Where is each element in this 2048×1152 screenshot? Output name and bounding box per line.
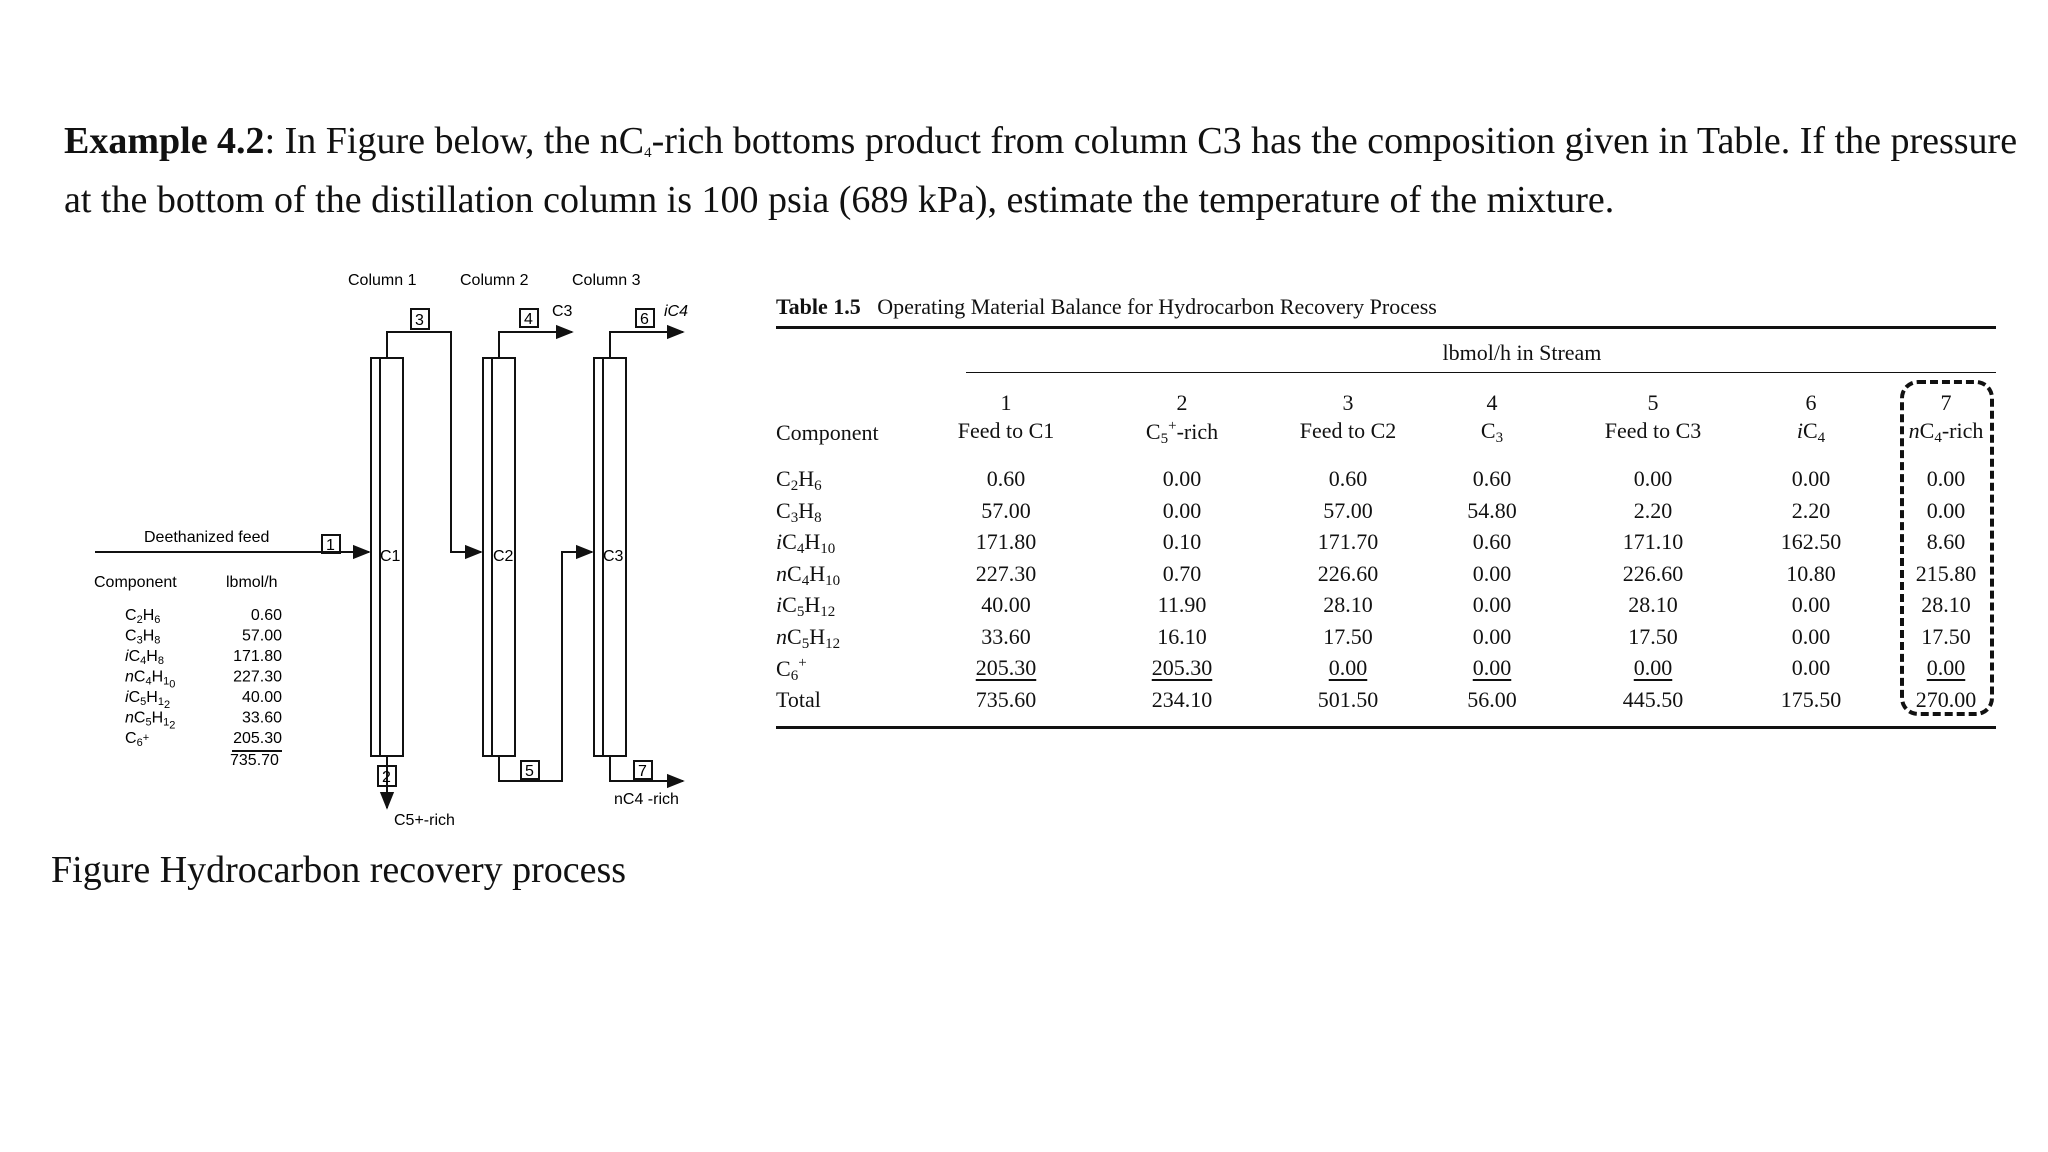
table-cell: 57.00: [981, 497, 1031, 523]
table-cell: 0.00: [1926, 466, 1966, 491]
table-cell: 0.60: [1472, 466, 1512, 491]
table-cell: 2.20: [1633, 497, 1673, 523]
table-total-cell: 735.60: [975, 686, 1037, 712]
table-row-component: $C_2H_6$: [776, 466, 822, 494]
table-cell: 2.20: [1791, 497, 1831, 523]
table-cell: 28.10: [1921, 592, 1971, 617]
table-total-cell: 445.50: [1622, 686, 1684, 712]
stream-4-line: [499, 332, 572, 358]
table-row-component: $iC_5H_{12}$: [776, 592, 836, 620]
table-cell: 0.00: [1472, 592, 1512, 617]
table-title: Operating Material Balance for Hydrocarbon Recovery Process: [877, 294, 1437, 319]
table-cell: 226.60: [1317, 560, 1379, 586]
stream-number-header: 2: [1176, 390, 1188, 415]
stream-number-header: 3: [1342, 390, 1354, 415]
feed-table-component: C2H6: [125, 607, 161, 626]
table-cell: 8.60: [1926, 529, 1966, 554]
feed-label: Deethanized feed: [144, 529, 270, 546]
feed-table-value: 33.60: [241, 709, 282, 727]
feed-table-total: 735.70: [230, 752, 279, 769]
column-1-label: C1: [380, 548, 401, 565]
stream-number-header: 6: [1805, 390, 1817, 415]
table-cell: 28.10: [1323, 592, 1373, 617]
stream-number-header: 7: [1940, 390, 1952, 415]
table-row-component: $C_3H_8$: [776, 497, 822, 526]
table-cell: 0.00: [1472, 560, 1512, 586]
table-cell: 17.50: [1628, 623, 1678, 649]
table-cell: 0.10: [1162, 529, 1202, 554]
table-cell: 0.00: [1791, 655, 1831, 680]
stream-5-line: [499, 552, 592, 781]
table-cell: 0.00: [1926, 655, 1966, 680]
table-row-component: $iC_4H_{10}$: [776, 529, 836, 557]
process-flow-diagram: [0, 0, 1100, 860]
feed-table-value: 171.80: [233, 648, 282, 665]
table-cell: 0.60: [1472, 529, 1512, 554]
table-cell: 33.60: [981, 623, 1031, 649]
table-cell: 16.10: [1157, 623, 1207, 649]
table-cell: 0.00: [1162, 466, 1202, 491]
feed-table-component: nC5H12: [125, 709, 176, 732]
table-cell: 0.60: [1328, 466, 1368, 491]
table-group-rule: [966, 372, 1996, 373]
problem-subscript: 4: [644, 145, 652, 161]
feed-table-component: C3H8: [125, 627, 161, 647]
product-label-ic4: iC4: [664, 303, 689, 320]
table-total-cell: 56.00: [1467, 686, 1517, 712]
product-label-c3: C3: [552, 303, 573, 320]
stream-number-4: 4: [524, 311, 533, 328]
table-cell: 0.00: [1633, 466, 1673, 491]
stream-number-6: 6: [640, 311, 649, 328]
stream-name-header: Feed to C2: [1299, 418, 1397, 443]
feed-table-value: 0.60: [250, 607, 282, 624]
table-top-rule: [776, 326, 1996, 329]
stream-number-7: 7: [638, 763, 647, 780]
table-cell: 171.10: [1622, 529, 1684, 554]
column-3-header: Column 3: [572, 272, 641, 289]
stream-number-3: 3: [415, 312, 424, 329]
problem-text-1: : In Figure below, the nC: [264, 120, 645, 162]
product-label-c5-rich: C5+-rich: [394, 812, 455, 829]
table-cell: 28.10: [1628, 592, 1678, 617]
table-cell: 54.80: [1467, 497, 1517, 523]
table-cell: 17.50: [1921, 623, 1971, 649]
column-2-header: Column 2: [460, 272, 529, 289]
stream-number-header: 1: [1000, 390, 1012, 415]
feed-table-value: 227.30: [233, 668, 282, 686]
table-cell: 17.50: [1323, 623, 1373, 649]
table-cell: 57.00: [1323, 497, 1373, 523]
table-cell: 11.90: [1157, 592, 1207, 617]
stream-name-header: Feed to C3: [1604, 418, 1702, 443]
table-cell: 0.60: [986, 466, 1026, 491]
table-cell: 227.30: [975, 560, 1037, 586]
table-row-component: $nC_4H_{10}$: [776, 560, 841, 589]
column-3-label: C3: [603, 548, 624, 565]
feed-table-header-component: Component: [94, 574, 177, 591]
table-cell: 0.00: [1472, 655, 1512, 680]
column-1-header: Column 1: [348, 272, 417, 289]
table-cell: 205.30: [1151, 655, 1213, 680]
table-cell: 0.00: [1633, 655, 1673, 680]
feed-table-value: 57.00: [241, 627, 282, 645]
table-row-component: $C_6^+$: [776, 655, 807, 684]
column-2-label: C2: [493, 548, 514, 565]
table-cell: 0.00: [1791, 592, 1831, 617]
table-cell: 0.70: [1162, 560, 1202, 586]
table-cell: 0.00: [1791, 466, 1831, 491]
table-total-cell: 270.00: [1915, 686, 1977, 712]
stream-name-header: $nC_4$-rich: [1908, 418, 1984, 446]
table-cell: 10.80: [1786, 560, 1836, 586]
table-cell: 215.80: [1915, 560, 1977, 586]
table-cell: 226.60: [1622, 560, 1684, 586]
table-row-total-label: Total: [776, 686, 821, 712]
feed-table-component: C6+: [125, 730, 150, 749]
stream-number-header: 4: [1486, 390, 1498, 415]
stream-name-header: $C_5^+$-rich: [1145, 418, 1219, 447]
stream-number-5: 5: [525, 763, 534, 780]
table-cell: 162.50: [1780, 529, 1842, 554]
stream-number-2: 2: [382, 769, 391, 786]
table-component-header: Component: [776, 420, 879, 445]
table-group-header: lbmol/h in Stream: [1442, 340, 1602, 365]
product-label-nc4-rich: nC4 -rich: [614, 791, 679, 808]
stream-name-header: $iC_4$: [1796, 418, 1826, 446]
stream-number-header: 5: [1647, 390, 1659, 415]
feed-table-value: 205.30: [233, 730, 282, 747]
feed-table-rows: [125, 607, 282, 749]
problem-text-2: -rich bottoms product from column C3 has the composition given in Table. If the pressure at the bottom of the distillation column is 100 psia (689 kPa), estimate the temperature of the mixture.: [64, 120, 2018, 221]
stream-name-header: $C_3$: [1480, 418, 1504, 446]
feed-table-header-flow: lbmol/h: [226, 574, 278, 591]
table-row-component: $nC_5H_{12}$: [776, 623, 841, 652]
stream-7-highlight-box: [1900, 380, 1994, 716]
table-cell: 0.00: [1328, 655, 1368, 680]
table-number: Table 1.5: [776, 294, 861, 319]
stream-name-header: Feed to C1: [957, 418, 1055, 443]
feed-table-value: 40.00: [241, 689, 282, 706]
stream-3-line: [387, 332, 481, 552]
figure-caption: Figure Hydrocarbon recovery process: [51, 849, 627, 891]
table-caption: [776, 294, 1437, 320]
table-cell: 0.00: [1926, 497, 1966, 523]
table-cell: 205.30: [975, 655, 1037, 680]
table-total-cell: 234.10: [1151, 686, 1213, 712]
table-cell: 40.00: [981, 592, 1031, 617]
table-total-cell: 501.50: [1317, 686, 1379, 712]
table-total-cell: 175.50: [1780, 686, 1842, 712]
table-cell: 0.00: [1162, 497, 1202, 523]
feed-table-component: nC4H10: [125, 668, 176, 691]
table-cell: 171.70: [1317, 529, 1379, 554]
table-cell: 0.00: [1472, 623, 1512, 649]
stream-6-line: [610, 332, 683, 358]
table-cell: 0.00: [1791, 623, 1831, 649]
example-label: Example 4.2: [64, 120, 265, 162]
feed-table-component: iC5H12: [125, 689, 171, 711]
stream-number-1: 1: [326, 537, 335, 554]
table-cell: 171.80: [975, 529, 1037, 554]
table-bottom-rule: [776, 726, 1996, 729]
feed-table-component: iC4H8: [125, 648, 164, 667]
